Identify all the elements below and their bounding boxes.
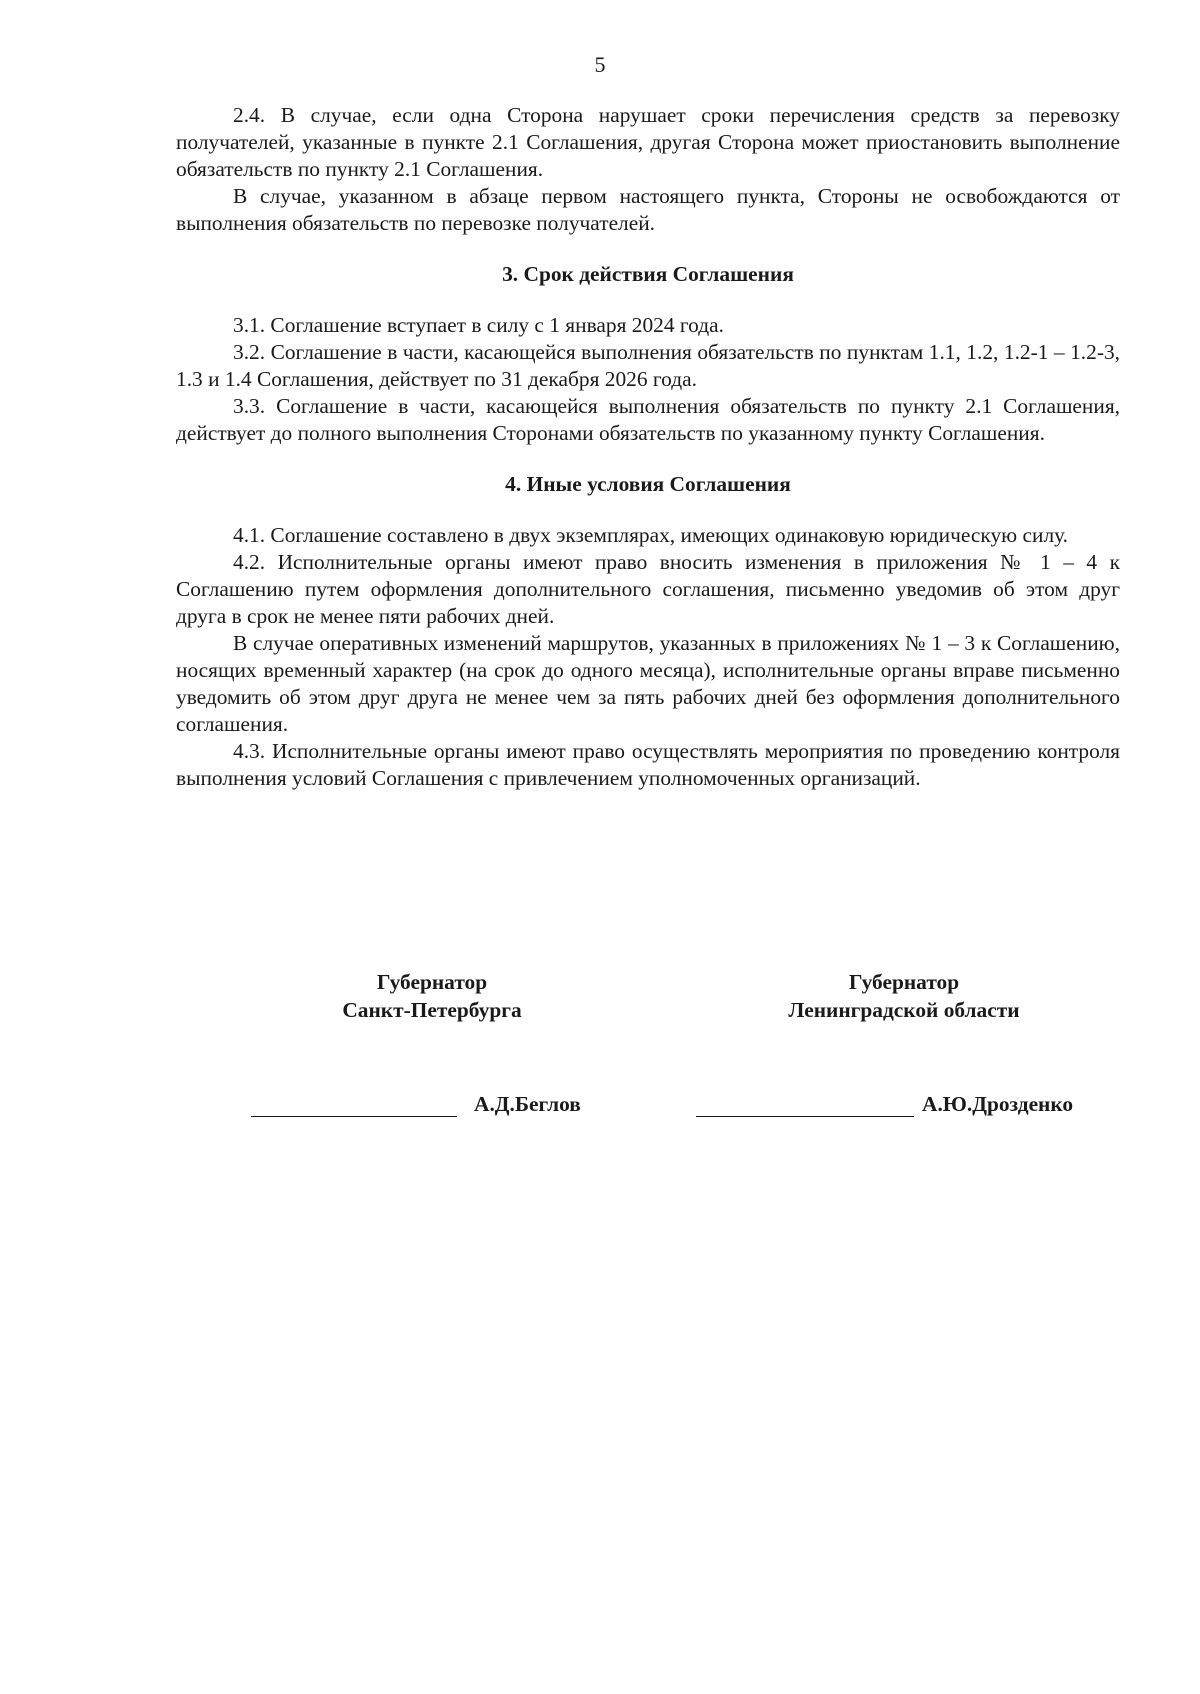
left-signatory-name: А.Д.Беглов	[474, 1092, 581, 1116]
right-signatory-name: А.Ю.Дрозденко	[922, 1092, 1074, 1116]
document-body	[176, 102, 1120, 792]
paragraph-4-2-second: В случае оперативных изменений маршрутов, указанных в приложениях № 1 – 3 к Соглашению, носящих временный характер (на срок до одного месяца), исполнительные органы вправе письменно уведомить об этом друг друга не менее чем за пять рабочих дней без оформления дополнительного соглашения.	[176, 631, 1120, 736]
paragraph-4-2: 4.2. Исполнительные органы имеют право вносить изменения в приложения № 1 – 4 к Соглашению путем оформления дополнительного соглашения, письменно уведомив об этом друг друга в срок не менее пяти рабочих дней.	[176, 550, 1120, 628]
spacer	[176, 237, 1120, 261]
left-title-line2: Санкт-Петербурга	[342, 998, 522, 1022]
page-number: 5	[594, 52, 606, 77]
right-signature-line	[696, 1116, 914, 1117]
left-title-line1: Губернатор	[376, 970, 488, 994]
spacer	[176, 288, 1120, 312]
signature-block	[0, 968, 1200, 1168]
paragraph-3-1: 3.1. Соглашение вступает в силу с 1 января 2024 года.	[233, 313, 724, 337]
paragraph-4-3: 4.3. Исполнительные органы имеют право осуществлять мероприятия по проведению контроля выполнения условий Соглашения с привлечением уполномоченных организаций.	[176, 739, 1120, 790]
left-signature-line	[251, 1116, 457, 1117]
right-title-line2: Ленинградской области	[788, 998, 1020, 1022]
paragraph-2-4-second: В случае, указанном в абзаце первом настоящего пункта, Стороны не освобождаются от выполнения обязательств по перевозке получателей.	[176, 184, 1120, 235]
paragraph-3-3: 3.3. Соглашение в части, касающейся выполнения обязательств по пункту 2.1 Соглашения, действует до полного выполнения Сторонами обязательств по указанному пункту Соглашения.	[176, 394, 1120, 445]
paragraph-4-1: 4.1. Соглашение составлено в двух экземплярах, имеющих одинаковую юридическую силу.	[233, 523, 1069, 547]
section-3-heading: 3. Срок действия Соглашения	[502, 262, 794, 286]
right-title-line1: Губернатор	[848, 970, 960, 994]
section-4-heading: 4. Иные условия Соглашения	[505, 472, 791, 496]
left-signatory-title	[252, 968, 612, 1024]
spacer	[176, 447, 1120, 471]
right-signatory-title	[724, 968, 1084, 1024]
paragraph-3-2: 3.2. Соглашение в части, касающейся выполнения обязательств по пунктам 1.1, 1.2, 1.2-1 – 1.2-3, 1.3 и 1.4 Соглашения, действует по 31 декабря 2026 года.	[176, 340, 1120, 391]
paragraph-2-4: 2.4. В случае, если одна Сторона нарушает сроки перечисления средств за перевозку получателей, указанные в пункте 2.1 Соглашения, другая Сторона может приостановить выполнение обязательств по пункту 2.1 Соглашения.	[176, 103, 1120, 181]
spacer	[176, 498, 1120, 522]
